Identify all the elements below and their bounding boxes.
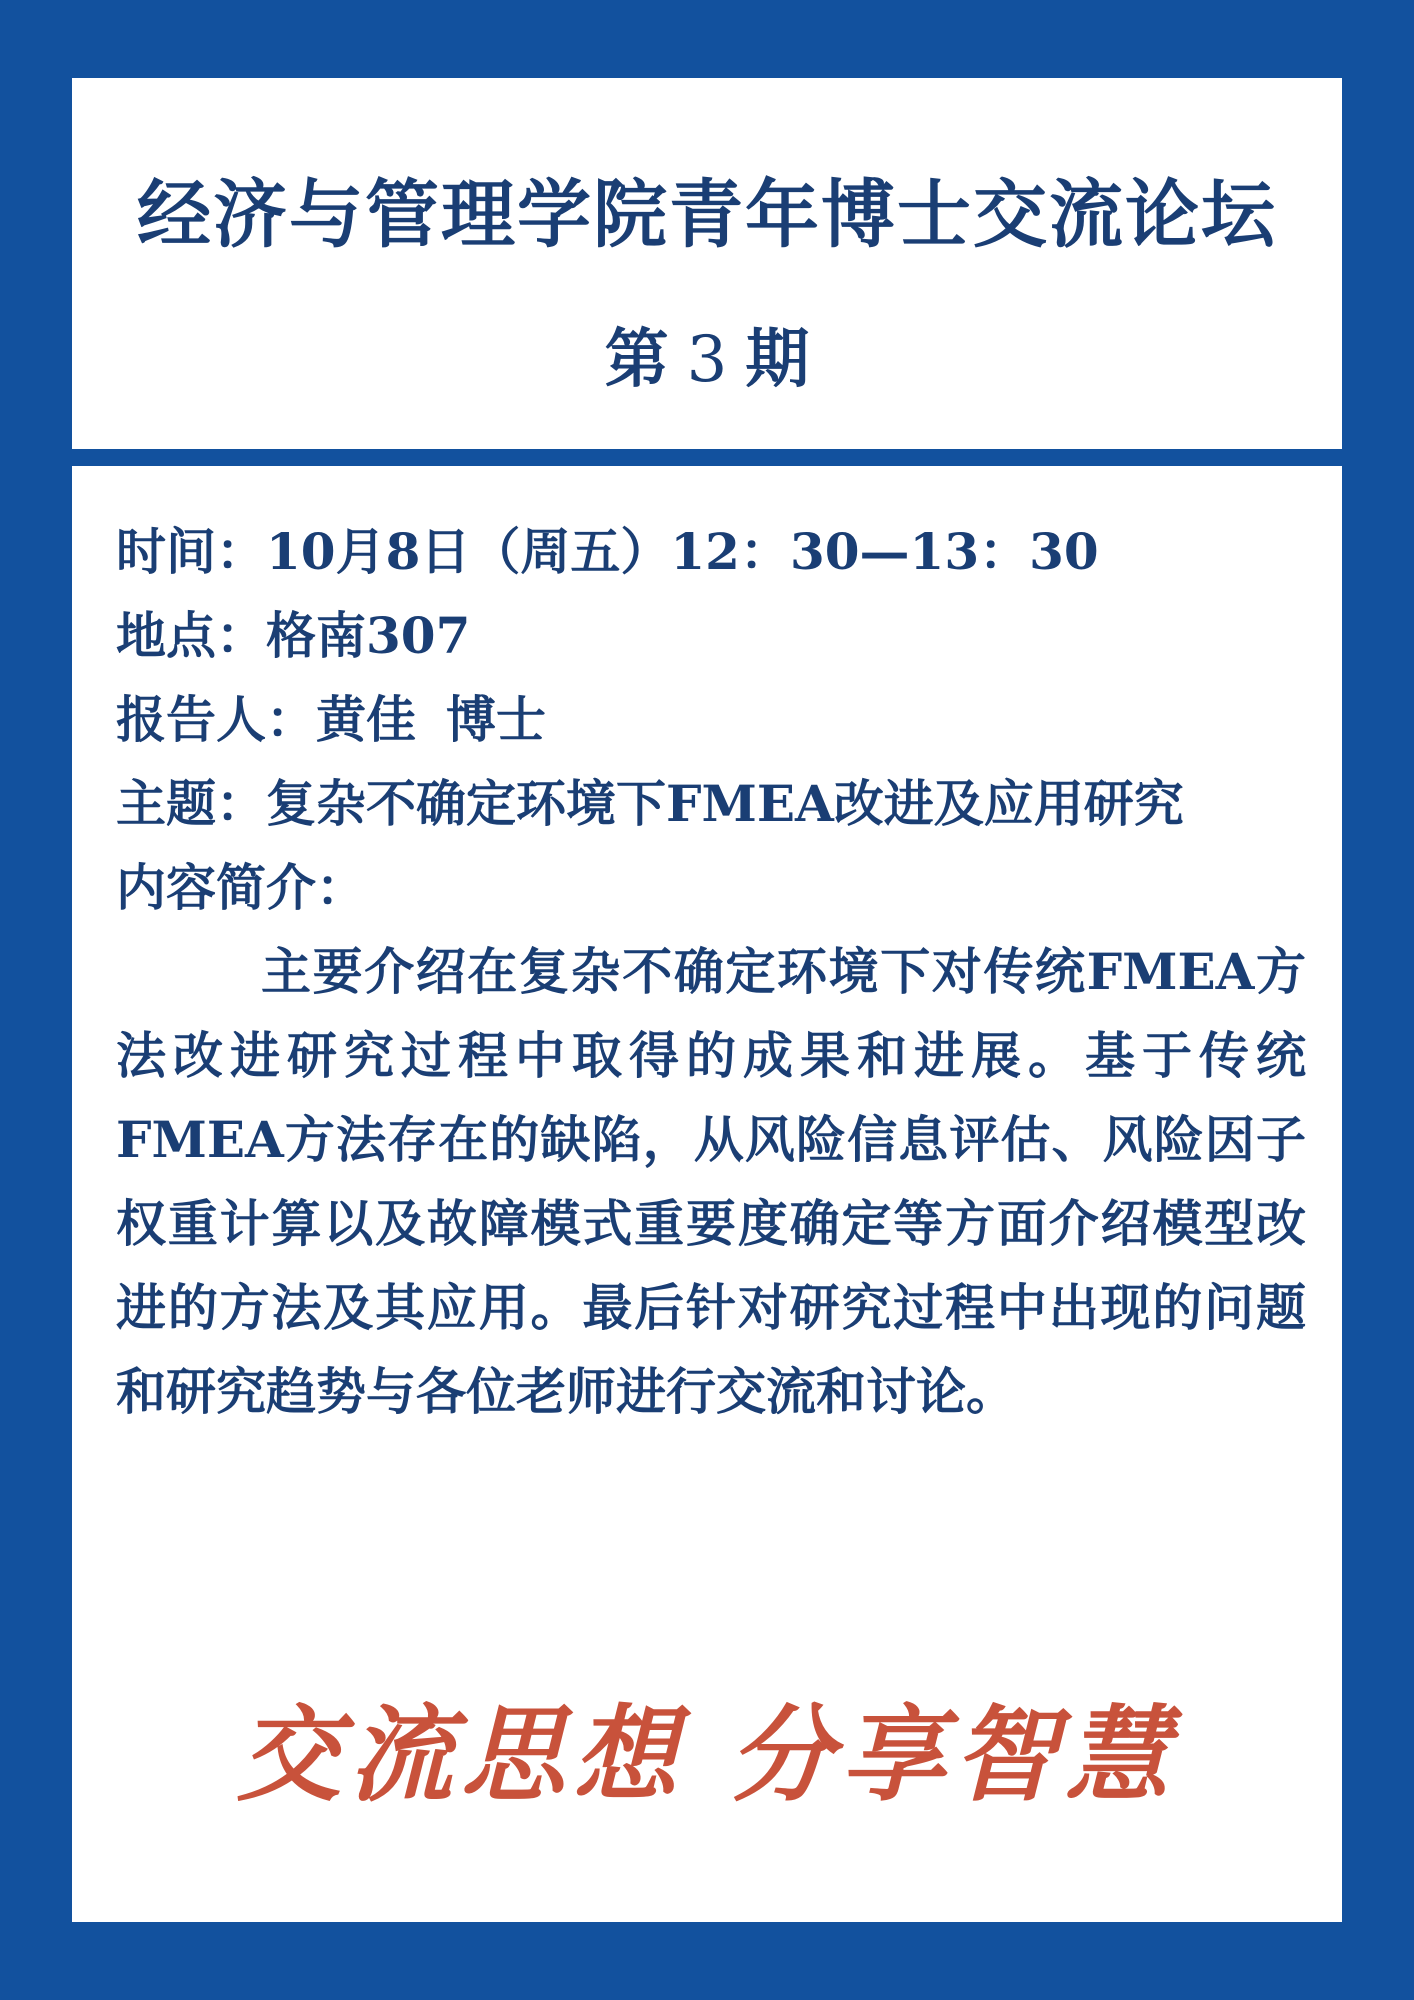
summary-label: 内容简介：	[116, 858, 366, 917]
forum-title: 经济与管理学院青年博士交流论坛	[137, 172, 1277, 258]
body-panel	[72, 466, 1342, 1922]
topic-value: 复杂不确定环境下FMEA改进及应用研究	[266, 774, 1184, 833]
summary-text: 主要介绍在复杂不确定环境下对传统FMEA方法改进研究过程中取得的成果和进展。基于传统FMEA方法存在的缺陷，从风险信息评估、风险因子权重计算以及故障模式重要度确定等方面介绍模型改进的方法及其应用。最后针对研究过程中出现的问题和研究趋势与各位老师进行交流和讨论。	[116, 942, 1306, 1421]
speaker-title: 博士	[446, 690, 546, 749]
time-value: 10月8日（周五）12：30—13：30	[266, 522, 1099, 581]
location-row	[116, 594, 1306, 678]
issue-suffix: 期	[745, 322, 810, 397]
issue-label	[72, 308, 1342, 400]
topic-label: 主题：	[116, 774, 266, 833]
time-row	[116, 510, 1306, 594]
speaker-row	[116, 678, 1306, 762]
event-details	[116, 510, 1306, 1434]
location-value: 格南307	[266, 606, 471, 665]
issue-number: 3	[686, 323, 728, 397]
time-label: 时间：	[116, 522, 266, 581]
topic-row	[116, 762, 1306, 846]
speaker-name: 黄佳	[316, 690, 416, 749]
header-panel	[72, 78, 1342, 449]
location-label: 地点：	[116, 606, 266, 665]
issue-prefix: 第	[604, 322, 669, 397]
slogan: 交流思想 分享智慧	[236, 1693, 1178, 1816]
speaker-label: 报告人：	[116, 690, 316, 749]
